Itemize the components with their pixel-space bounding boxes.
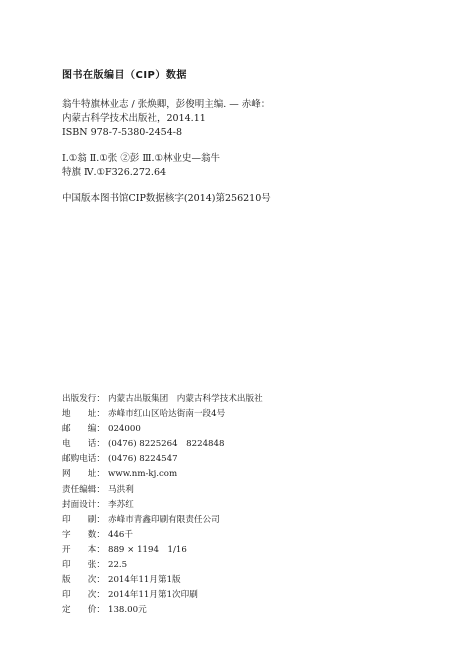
cip-isbn-line: ISBN 978-7-5380-2454-8 <box>62 127 182 138</box>
imprint-key: 地 址： <box>62 409 105 420</box>
imprint-key: 电 话： <box>62 439 105 450</box>
imprint-key: 字 数： <box>62 529 105 540</box>
imprint-value: (0476) 8224547 <box>108 454 178 465</box>
imprint-row <box>62 513 263 528</box>
imprint-key: 印 次： <box>62 590 105 601</box>
imprint-value: 赤峰市红山区哈达街南一段4号 <box>108 409 226 420</box>
imprint-key: 印 刷： <box>62 514 105 525</box>
imprint-row <box>62 543 263 558</box>
imprint-value: 赤峰市青鑫印刷有限责任公司 <box>108 514 220 525</box>
cip-subject-line: Ⅰ.①翁 Ⅱ.①张 ②彭 Ⅲ.①林业史—翁牛 <box>62 153 221 164</box>
imprint-key: 开 本： <box>62 544 105 555</box>
imprint-row <box>62 573 263 588</box>
imprint-key: 出版发行： <box>62 394 105 404</box>
cip-classification-line: 特旗 Ⅳ.①F326.272.64 <box>62 167 167 178</box>
cip-heading: 图书在版编目（CIP）数据 <box>62 70 187 81</box>
cip-title-line: 翁牛特旗林业志 / 张焕卿，彭俊明主编. — 赤峰： <box>62 99 271 110</box>
imprint-value: 22.5 <box>108 560 128 571</box>
imprint-value: 2014年11月第1版 <box>108 575 181 586</box>
imprint-row <box>62 588 263 603</box>
cip-record-number: 中国版本图书馆CIP数据核字(2014)第256210号 <box>62 193 271 204</box>
imprint-row <box>62 498 263 513</box>
imprint-key: 邮 编： <box>62 424 105 435</box>
imprint-key: 印 张： <box>62 560 105 571</box>
imprint-block <box>62 392 263 618</box>
imprint-row <box>62 407 263 422</box>
imprint-key: 责任编辑： <box>62 484 105 495</box>
cip-publisher-line: 内蒙古科学技术出版社，2014.11 <box>62 113 206 124</box>
imprint-key: 版 次： <box>62 575 105 586</box>
imprint-row <box>62 528 263 543</box>
imprint-value: 内蒙古出版集团 内蒙古科学技术出版社 <box>108 394 263 404</box>
imprint-value: www.nm-kj.com <box>108 469 178 480</box>
imprint-value: 024000 <box>108 424 141 435</box>
imprint-key: 封面设计： <box>62 499 105 510</box>
imprint-key: 邮购电话： <box>62 454 105 465</box>
imprint-row <box>62 603 263 618</box>
imprint-row <box>62 452 263 467</box>
imprint-value: 889 × 1194 1/16 <box>108 544 187 555</box>
imprint-row <box>62 467 263 482</box>
imprint-value: 2014年11月第1次印刷 <box>108 590 198 601</box>
imprint-row <box>62 483 263 498</box>
imprint-key: 网 址： <box>62 469 105 480</box>
imprint-key: 定 价： <box>62 605 105 616</box>
imprint-row <box>62 558 263 573</box>
imprint-row <box>62 392 263 407</box>
imprint-row <box>62 422 263 437</box>
imprint-value: 李苏红 <box>108 499 134 510</box>
imprint-value: 446千 <box>108 529 133 540</box>
imprint-value: (0476) 8225264 8224848 <box>108 439 225 450</box>
imprint-row <box>62 437 263 452</box>
imprint-value: 138.00元 <box>108 605 147 616</box>
imprint-value: 马洪利 <box>108 484 134 495</box>
